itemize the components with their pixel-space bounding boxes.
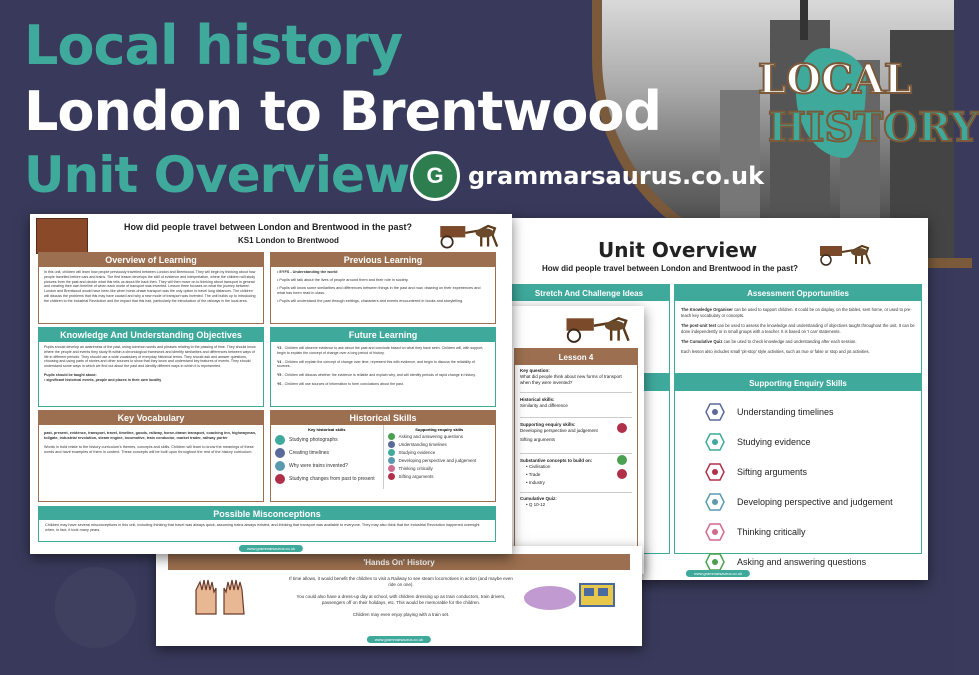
key-hist-1: Creating timelines — [289, 450, 330, 456]
previous-box: Previous Learning • EYFS - Understanding the world • Pupils will talk about the lives of people around them and their role in society. • Pupils will know some similarities and differences between things in the past and now, drawing on their experiences and what has been read in class. • Pupils will understand the past through settings, characters and events encountered in books and storytelling. — [270, 252, 496, 324]
future-title: Future Learning — [271, 328, 495, 342]
critical-icon — [388, 465, 395, 472]
horse-cart-icon — [438, 218, 504, 250]
coach-building-icon — [36, 218, 88, 254]
horse-cart-icon — [564, 310, 636, 344]
historical-skills-label: Historical skills: — [520, 397, 555, 402]
brand-url: grammarsaurus.co.uk — [468, 162, 765, 190]
key-question-label: Key question: — [520, 368, 550, 373]
substantive-3: Industry — [528, 480, 545, 485]
skill-hexagon-icon — [705, 553, 725, 571]
misconceptions-text: Children may have several misconceptions in this unit, including thinking that travel was always quick, assuming trains always existed, and thinking that transport was available to everyone. They may also think that the Industrial Revolution happened overnight when, in fact, it took many years. — [45, 523, 480, 532]
lesson-4-box: Lesson 4 Key question: What did people think about new forms of transport when they were invented? Historical skills: Similarity and difference Supporting enquiry skills: Developing perspective and judgement Sifting arguments Substantive concepts to build on: • Civilisation • Trade • Industry Cumulative Quiz: • Q 10-12 — [514, 348, 638, 568]
assess-p3: can be used to check knowledge and understanding after each session. — [723, 339, 857, 344]
quiz-value: Q 10-12 — [528, 502, 546, 507]
key-hist-3: Studying changes from past to present — [289, 476, 375, 482]
supporting-skill-label: Asking and answering questions — [737, 557, 867, 567]
historical-skills-box — [270, 410, 496, 502]
knowledge-title: Knowledge And Understanding Objectives — [39, 328, 263, 342]
sup-1: Understanding timelines — [398, 442, 447, 447]
assess-p2-lead: The post-unit test — [681, 323, 717, 328]
evidence-icon — [388, 449, 395, 456]
badge-history: HISTORY — [768, 104, 979, 151]
vocab-box — [38, 410, 264, 502]
overview-text: In this unit, children will learn how people previously travelled between London and Brentwood. They will begin by thinking about how people travelled before cars and trains. The first lesson develops the skill of evidence and interpretation, where the children will study pictures from the past and decide what this tells us about life back then. They will then move on to thinking about transport in general and creating their own timeline of when each mode of transport was invented. Lesson three focuses on what the journey between London and Brentwood would have been like when horse-drawn transport was the only option to travel long distances. The children will discuss the problems that this may have caused and why a new mode of transport was invented. The unit builds up to introducing the children to the Industrial Revolution and the impact that this had, particularly the introduction of the railways in the local area. — [44, 270, 256, 303]
key-hist-0: Studying photographs — [289, 437, 338, 443]
title-unit-overview: Unit Overview — [24, 146, 410, 204]
title-local-history: Local history — [24, 14, 403, 77]
timeline-icon — [275, 448, 285, 458]
previous-title: Previous Learning — [271, 253, 495, 267]
ks1-overview-sheet — [30, 214, 512, 554]
supporting-skills-list — [675, 391, 921, 571]
previous-item-0: EYFS - Understanding the world — [279, 270, 338, 274]
skill-hexagon-icon — [705, 463, 725, 481]
future-yr-1: Y4 — [277, 359, 282, 364]
historical-skills: Similarity and difference — [520, 403, 568, 408]
substantive-2: Trade — [528, 472, 541, 477]
sheet-b-subtitle: How did people travel between London and Brentwood in the past? — [542, 264, 799, 273]
local-history-badge — [758, 48, 979, 158]
overview-title: Overview of Learning — [39, 253, 263, 267]
assess-p4: Each lesson also includes small 'pit-stop' style activities, such as true or false or stop and jot activities. — [681, 349, 870, 354]
knowledge-bullet: significant historical events, people and places in their own locality — [46, 377, 162, 382]
assess-p3-lead: The Cumulative Quiz — [681, 339, 723, 344]
future-box — [270, 327, 496, 407]
sup-5: Sifting arguments — [398, 474, 434, 479]
sheet-b-footer: www.grammarsaurus.co.uk — [686, 570, 750, 577]
lesson-4-title: Lesson 4 — [515, 349, 637, 365]
stretch-title: Stretch And Challenge Ideas — [509, 285, 669, 301]
timelines-icon — [388, 441, 395, 448]
sup-3: Developing perspective and judgement — [398, 458, 477, 463]
future-text-2: - Children will discuss whether the evidence is reliable and explain why, and will identify periods of rapid change in history. — [282, 373, 476, 378]
quiz-label: Cumulative Quiz: — [520, 496, 557, 501]
key-hist-label: Key historical skills — [308, 427, 346, 432]
vocab-text: past, present, evidence, transport, travel, timeline, goods, railway, horse-drawn transport, coaching inn, highwayman, tollgate, industrial revolution, steam engine, locomotive, train conductor, market trader, railway porter — [44, 431, 256, 440]
hands-icon — [190, 576, 250, 616]
sup-0: Asking and answering questions — [398, 434, 464, 439]
perspective-icon — [388, 457, 395, 464]
substantive-1: Civilisation — [528, 464, 551, 469]
sup-2: Studying evidence — [398, 450, 436, 455]
future-text-0: - Children will observe evidence to ask about the past and conclude based on what they have seen. Children will, with support, begin to explain the concept of change over a long period of history. — [277, 346, 484, 355]
knowledge-text: Pupils should develop an awareness of the past, using common words and phrases relating to the passing of time. They should know where the people and events they study fit within a chronological framework and identify similarities and differences between ways of life in different periods. They should use a wide vocabulary of everyday historical terms. They should ask and answer questions, choosing and using parts of stories and other sources to show that they know and understand key features of events. They should understand some ways in which we find out about the past and identify different ways in which it is represented. — [44, 345, 256, 369]
previous-item-1: Pupils will talk about the lives of people around them and their role in society. — [279, 278, 409, 282]
knowledge-box: Knowledge And Understanding Objectives Pupils should develop an awareness of the past, using common words and phrases relating to the passing of time. They should know where the people and events they study fit within a chronological framework and identify similarities and differences between ways of life in different periods. They should use a wide vocabulary of everyday historical terms. They should ask and answer questions, choosing and using parts of stories and other sources to show that they know and understand key features of events. They should understand some ways in which we find out about the past and identify different ways in which it is represented. Pupils should be taught about: • significant historical events, people and places in their own locality — [38, 327, 264, 407]
supporting-skill-label: Studying evidence — [737, 437, 811, 447]
sheet-a-footer: www.grammarsaurus.co.uk — [239, 545, 303, 552]
supporting-skill-label: Thinking critically — [737, 527, 806, 537]
future-text-1: - Children will explain the concept of change over time, represent this with evidence, and begin to discuss the reliability of sources. — [277, 359, 475, 369]
future-text-3: - Children will use sources of information to form conclusions about the past. — [282, 381, 404, 386]
skill-hexagon-icon — [705, 493, 725, 511]
future-yr-3: Y6 — [277, 381, 282, 386]
supporting-skill-2: Sifting arguments — [520, 437, 556, 442]
similarity-icon — [617, 423, 627, 433]
vocab-title: Key Vocabulary — [39, 411, 263, 425]
hands-on-title: 'Hands On' History — [168, 554, 630, 570]
brand[interactable] — [410, 151, 764, 201]
supporting-skill-item — [705, 433, 921, 451]
perspective-icon — [617, 455, 627, 465]
supporting-skill-label: Developing perspective and judgement — [737, 497, 893, 507]
supporting-skills-box — [674, 374, 922, 567]
hands-on-p2: You could also have a dress-up day at school, with children dressing up as train conductors, train drivers, passengers off on their holidays, etc. This would be memorable for the children. — [296, 594, 506, 605]
previous-item-3: Pupils will understand the past through settings, characters and events encountered in books and storytelling. — [279, 299, 464, 303]
misconceptions-box — [38, 506, 496, 542]
supporting-skill-item — [705, 493, 921, 511]
supporting-skill-item — [705, 523, 921, 541]
question-icon — [275, 461, 285, 471]
key-question: What did people think about new forms of transport when they were invented? — [520, 374, 622, 385]
supporting-skill-label: Sifting arguments — [737, 467, 808, 477]
sheet-c-footer: www.grammarsaurus.co.uk — [367, 636, 431, 643]
sup-label: Supporting enquiry skills — [415, 427, 464, 432]
sheet-b-title: Unit Overview — [598, 238, 758, 262]
photo-icon — [275, 435, 285, 445]
assessment-box — [674, 284, 922, 374]
overview-box — [38, 252, 264, 324]
previous-item-2: Pupils will know some similarities and differences between things in the past and now, drawing on their experiences and what has been read in class. — [277, 286, 481, 295]
assess-p1-lead: The Knowledge Organiser — [681, 307, 733, 312]
supporting-skill-1: Developing perspective and judgement — [520, 428, 598, 433]
assess-p2: can be used to assess the knowledge and understanding of objectives taught throughout the unit. It can be done independently or in small groups with a teacher. It is based on 'I can' statements. — [681, 323, 915, 334]
sup-4: Thinking critically — [398, 466, 433, 471]
supporting-skill-item — [705, 403, 921, 421]
historical-skills-title: Historical Skills — [271, 411, 495, 425]
assess-p1: can be used to support children. It could be on display, on the tables, sent home, or used to pre-teach key vocabulary or concepts. — [681, 307, 912, 318]
key-hist-2: Why were trains invented? — [289, 463, 348, 469]
sheet-a-question: How did people travel between London and Brentwood in the past? — [124, 222, 413, 232]
misconceptions-title: Possible Misconceptions — [39, 507, 495, 520]
sheet-a-subtitle: KS1 London to Brentwood — [238, 236, 339, 245]
substantive-label: Substantive concepts to build on: — [520, 458, 593, 463]
vocab-note: Words in bold relate to the history curriculum's themes, concepts and skills. Children will learn to know the meanings of these words and have examples of them in context. These concepts will be built upon throughout the rest of the history curriculum. — [44, 445, 254, 454]
knowledge-taught: Pupils should be taught about: — [44, 372, 97, 377]
supporting-skill-item — [705, 553, 921, 571]
skill-hexagon-icon — [705, 523, 725, 541]
title-route: London to Brentwood — [24, 80, 662, 143]
hands-on-sheet — [156, 546, 642, 646]
hands-on-p3: Children may even enjoy playing with a train set. — [352, 612, 450, 617]
sifting-icon — [617, 469, 627, 479]
train-set-icon — [520, 578, 620, 612]
grammarsaurus-logo-icon: G — [410, 151, 460, 201]
asking-icon — [388, 433, 395, 440]
badge-local: LOCAL — [758, 56, 912, 103]
skill-hexagon-icon — [705, 433, 725, 451]
sifting-icon — [388, 473, 395, 480]
supporting-skill-item — [705, 463, 921, 481]
lesson-4-sheet — [508, 306, 644, 574]
hands-on-p1: If time allows, it would benefit the children to visit a Railway to see steam locomotives in action (and maybe even ride on one). — [289, 576, 513, 587]
supporting-skills-title: Supporting Enquiry Skills — [675, 375, 921, 391]
supporting-skill-label: Understanding timelines — [737, 407, 834, 417]
future-yr-2: Y5 — [277, 373, 282, 378]
change-icon — [275, 474, 285, 484]
supporting-skills-label: Supporting enquiry skills: — [520, 422, 576, 427]
horse-cart-icon — [818, 240, 876, 266]
assessment-title: Assessment Opportunities — [675, 285, 921, 301]
skill-hexagon-icon — [705, 403, 725, 421]
future-yr-0: Y3 — [277, 346, 282, 350]
